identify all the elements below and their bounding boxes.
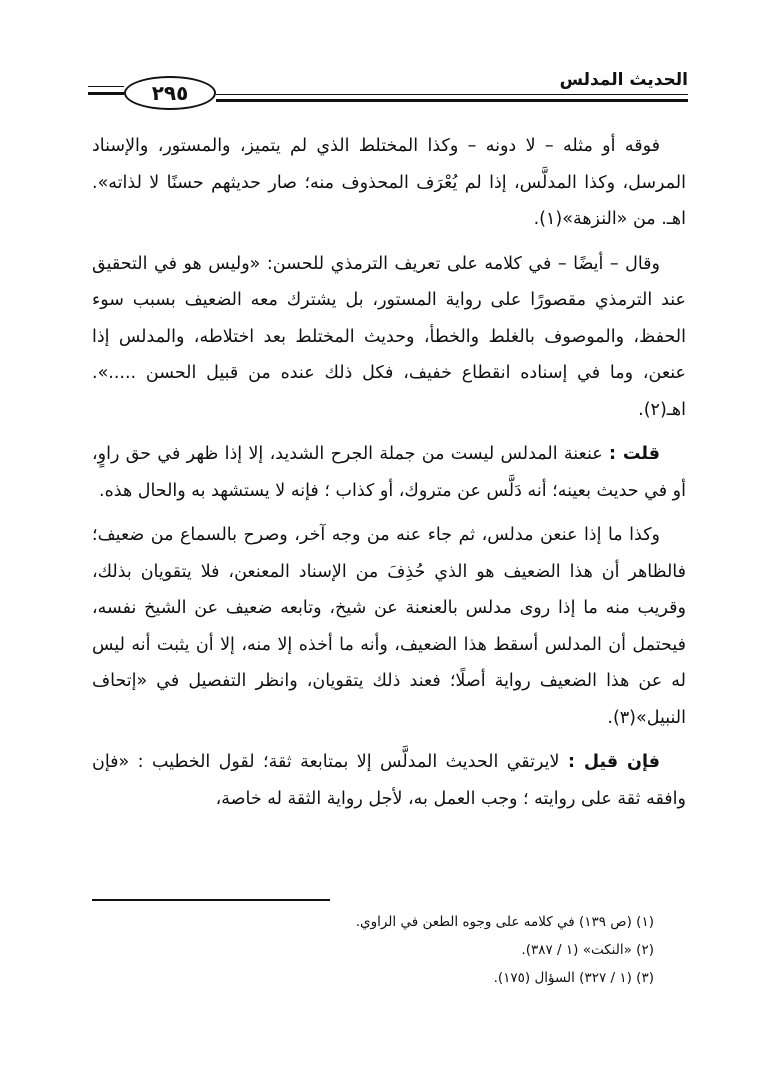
paragraph xyxy=(92,744,686,817)
header-rule-right-top xyxy=(216,94,688,95)
paragraph xyxy=(92,436,686,509)
paragraph xyxy=(92,517,686,736)
paragraph xyxy=(92,128,686,238)
paragraph-text: وكذا ما إذا عنعن مدلس، ثم جاء عنه من وجه آخر، وصرح بالسماع من ضعيف؛ فالظاهر أن هذا الضعيف هو الذي حُذِفَ من الإسناد المعنعن، فلا يتقويان بذلك، وقريب منه ما إذا روى مدلس بالعنعنة عن شيخ، وتابعه ضعيف عن الشيخ نفسه، فيحتمل أن المدلس أسقط هذا الضعيف، وأنه ما أخذه إلا منه، إلا أن يثبت أنه ليس له عن هذا الضعيف رواية أصلًا؛ فعند ذلك يتقويان، وانظر التفصيل في «إتحاف النبيل»(٣). xyxy=(92,525,686,728)
paragraph-text: فوقه أو مثله – لا دونه – وكذا المختلط الذي لم يتميز، والمستور، والإسناد المرسل، وكذا المدلَّس، إذا لم يُعْرَف المحذوف منه؛ صار حديثهم حسنًا لا لذاته». اهـ. من «النزهة»(١). xyxy=(92,136,686,229)
footnotes xyxy=(134,908,654,992)
page-number: ٢٩٥ xyxy=(124,76,216,110)
paragraph-lead: قلت : xyxy=(609,444,660,464)
paragraph xyxy=(92,246,686,429)
paragraph-text: وقال – أيضًا – في كلامه على تعريف الترمذي للحسن: «وليس هو في التحقيق عند الترمذي مقصورًا على رواية المستور، بل يشترك معه الضعيف بسبب سوء الحفظ، والموصوف بالغلط والخطأ، وحديث المختلط بعد اختلاطه، والمدلس إذا عنعن، وما في إسناده انقطاع خفيف، فكل ذلك عنده من قبيل الحسن .....». اهـ(٢). xyxy=(92,253,686,420)
header-rule-left-bottom xyxy=(88,92,124,95)
page-header xyxy=(88,68,688,110)
footnote: (١) (ص ١٣٩) في كلامه على وجوه الطعن في الراوي. xyxy=(355,914,654,930)
footnote: (٢) «النكت» (١ / ٣٨٧). xyxy=(521,942,654,958)
paragraph-lead: فإن قيل : xyxy=(567,752,660,772)
running-title: الحديث المدلس xyxy=(559,70,688,90)
paragraph-text: لايرتقي الحديث المدلَّس إلا بمتابعة ثقة؛ لقول الخطيب : «فإن وافقه ثقة على روايته ؛ وجب العمل به، لأجل رواية الثقة له خاصة، xyxy=(92,752,686,809)
paragraph-text: عنعنة المدلس ليست من جملة الجرح الشديد، إلا إذا ظهر في حق راوٍ، أو في حديث بعينه؛ أنه دَلَّس عن متروك، أو كذاب ؛ فإنه لا يستشهد به والحال هذه. xyxy=(92,444,686,501)
footnote-separator xyxy=(92,899,330,901)
footnote: (٣) (١ / ٣٢٧) السؤال (١٧٥). xyxy=(493,970,654,986)
header-rule-left-top xyxy=(88,86,124,87)
body-text xyxy=(92,128,686,825)
header-rule-right-bottom xyxy=(216,99,688,102)
